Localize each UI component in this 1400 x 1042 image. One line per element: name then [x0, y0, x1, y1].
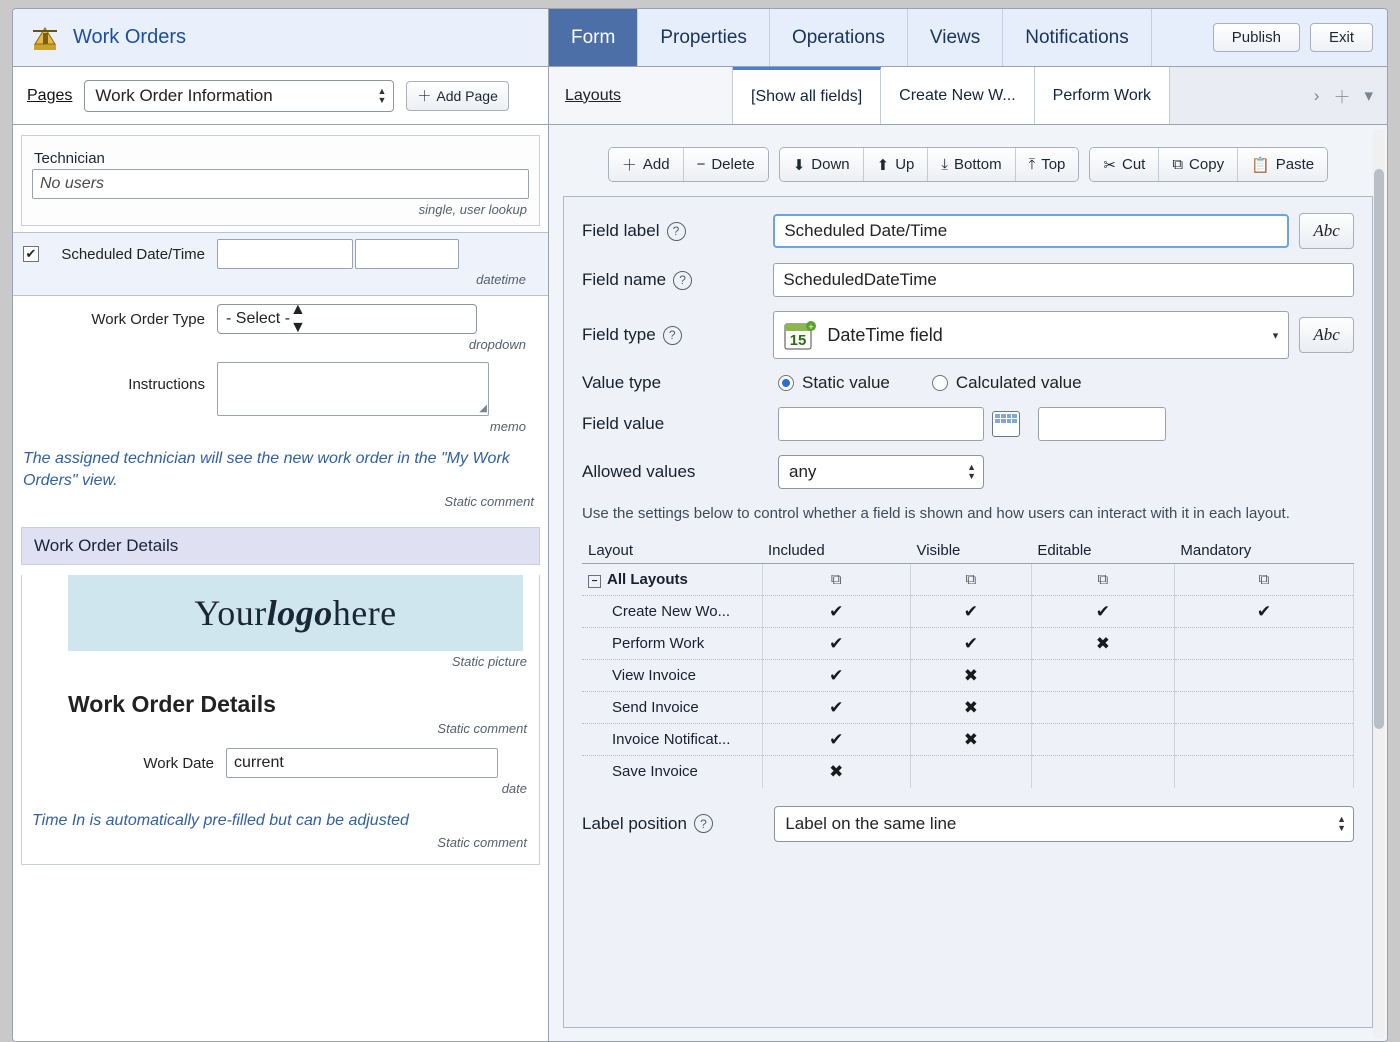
tab-properties-label: Properties	[660, 26, 747, 48]
row-layout-name: Create New Wo...	[582, 596, 762, 628]
field-label-input[interactable]: Scheduled Date/Time	[773, 214, 1289, 248]
work-order-details-group	[21, 575, 540, 865]
resize-handle-icon[interactable]: ◢	[479, 403, 487, 414]
value-type-static-option[interactable]	[778, 373, 890, 393]
calendar-picker-icon[interactable]	[992, 411, 1020, 437]
static-comment-2: Time In is automatically pre-filled but can be adjusted	[32, 812, 409, 830]
field-type-abc-button[interactable]: Abc	[1299, 317, 1354, 353]
tab-views[interactable]	[908, 9, 1003, 66]
paste-button[interactable]	[1238, 148, 1327, 181]
add-field-label: Add	[642, 156, 670, 173]
technician-field-group	[21, 135, 540, 226]
move-bottom-label: Bottom	[954, 156, 1002, 173]
cell-included[interactable]	[762, 628, 910, 660]
move-top-label: Top	[1041, 156, 1066, 173]
field-label-label	[582, 221, 773, 241]
table-row[interactable]	[582, 756, 1354, 788]
cell-mandatory[interactable]	[1174, 628, 1353, 660]
delete-field-label: Delete	[711, 156, 755, 173]
row-layout-name: Invoice Notificat...	[582, 724, 762, 756]
tab-notifications-label: Notifications	[1025, 26, 1129, 48]
layout-tab-perform-work-label: Perform Work	[1052, 86, 1152, 104]
move-up-label: Up	[895, 156, 915, 173]
check-icon: ✔	[829, 729, 844, 749]
technician-row	[22, 136, 539, 167]
work-date-type-hint: date	[501, 781, 527, 797]
editor-toolbar	[549, 125, 1387, 196]
field-settings-panel	[563, 196, 1373, 1028]
arrow-to-top-icon: ⤒	[1028, 156, 1036, 173]
pages-zone	[13, 67, 549, 124]
copy-icon: ⧉	[830, 571, 842, 588]
work-date-row	[22, 744, 539, 778]
table-header-row	[582, 538, 1354, 564]
col-layout: Layout	[582, 538, 762, 564]
scissors-icon: ✂	[1103, 156, 1116, 174]
table-row[interactable]	[582, 564, 1354, 596]
copy-label: Copy	[1189, 156, 1225, 173]
check-icon: ✔	[1256, 601, 1272, 621]
row-layout-name: View Invoice	[582, 660, 762, 692]
work-date-label: Work Date	[143, 754, 214, 772]
static-value-label: Static value	[802, 373, 890, 392]
label-position-value: Label on the same line	[785, 813, 957, 833]
copy-icon: ⧉	[965, 571, 977, 588]
add-page-label: Add Page	[436, 87, 498, 104]
scheduled-datetime-label: Scheduled Date/Time	[61, 245, 205, 263]
table-row[interactable]	[582, 628, 1354, 660]
cell-included[interactable]	[762, 692, 910, 724]
top-bar	[13, 9, 1387, 67]
right-pane-scrollbar[interactable]	[1373, 129, 1385, 1039]
logo-text-em: logo	[266, 593, 333, 634]
copy-icon: ⧉	[1097, 571, 1109, 588]
cut-label: Cut	[1121, 156, 1146, 173]
tab-notifications[interactable]	[1003, 9, 1152, 66]
plus-icon: ＋	[621, 157, 637, 174]
row-layout-label: All Layouts	[607, 571, 688, 588]
top-buttons	[1213, 9, 1387, 66]
static-comment-2-hint: Static comment	[437, 834, 527, 850]
col-mandatory: Mandatory	[1174, 538, 1353, 564]
cell-mandatory[interactable]	[1174, 596, 1353, 628]
value-type-label: Value type	[582, 373, 662, 392]
cell-mandatory[interactable]	[1174, 724, 1353, 756]
collapse-icon[interactable]: −	[588, 575, 601, 588]
technician-type-hint: single, user lookup	[418, 202, 527, 217]
table-row[interactable]	[582, 724, 1354, 756]
instructions-row	[13, 360, 548, 442]
col-visible: Visible	[910, 538, 1031, 564]
scheduled-datetime-checkbox[interactable]: ✔	[23, 246, 39, 262]
cell-included[interactable]	[762, 596, 910, 628]
row-layout-name: Perform Work	[582, 628, 762, 660]
scrollbar-thumb[interactable]	[1374, 169, 1384, 729]
field-label-text: Field label	[582, 221, 660, 240]
field-name-text: Field name	[582, 270, 667, 289]
cell-visible[interactable]	[910, 564, 1031, 596]
cross-icon: ✖	[963, 665, 979, 685]
cell-editable[interactable]	[1031, 756, 1174, 788]
technician-input[interactable]: No users	[32, 169, 529, 199]
layout-tab-perform-work[interactable]	[1035, 67, 1170, 124]
exit-button[interactable]: Exit	[1310, 23, 1373, 52]
clipboard-icon: 📋	[1251, 156, 1270, 174]
row-layout-name: Save Invoice	[582, 756, 762, 788]
allowed-values-label: Allowed values	[582, 462, 696, 481]
cell-mandatory[interactable]	[1174, 692, 1353, 724]
static-value-radio[interactable]	[778, 375, 794, 391]
svg-text:15: 15	[790, 332, 807, 349]
paste-label: Paste	[1275, 156, 1315, 173]
cross-icon: ✖	[1095, 633, 1110, 653]
field-label-row	[582, 213, 1354, 249]
allowed-values-select[interactable]	[778, 455, 984, 489]
layout-tools	[1300, 67, 1387, 124]
field-value-row	[582, 407, 1354, 441]
work-order-type-type-hint: dropdown	[468, 337, 526, 352]
table-row[interactable]	[582, 692, 1354, 724]
layout-settings-hint: Use the settings below to control whether a field is shown and how users can interact with it in each layout.	[582, 505, 1290, 522]
chevron-down-icon: ▾	[1272, 329, 1279, 342]
arrow-up-icon: ⬆	[876, 156, 890, 174]
cross-icon: ✖	[963, 729, 979, 749]
check-icon: ✔	[1095, 601, 1110, 621]
value-type-calculated-option[interactable]	[932, 373, 1082, 393]
logo-text-pre: Your	[194, 593, 267, 634]
field-type-select[interactable]	[773, 311, 1289, 359]
col-included: Included	[762, 538, 910, 564]
cell-editable[interactable]	[1031, 564, 1174, 596]
check-icon: ✔	[963, 633, 979, 653]
scheduled-datetime-row[interactable]	[13, 232, 548, 296]
add-field-button[interactable]	[609, 148, 684, 181]
cell-visible[interactable]	[910, 724, 1031, 756]
label-position-select[interactable]	[774, 806, 1354, 842]
field-type-text: Field type	[582, 325, 656, 344]
cell-visible[interactable]	[910, 756, 1031, 788]
toolbar-group-move	[779, 147, 1080, 182]
work-order-details-section-header: Work Order Details	[21, 527, 540, 565]
tab-form[interactable]	[549, 9, 638, 66]
check-icon: ✔	[829, 633, 844, 653]
page-select-value: Work Order Information	[95, 85, 273, 105]
cell-visible[interactable]	[910, 692, 1031, 724]
work-order-details-heading: Work Order Details	[68, 691, 276, 718]
cross-icon: ✖	[829, 761, 844, 781]
tab-operations[interactable]	[770, 9, 908, 66]
help-icon[interactable]: ?	[663, 326, 682, 345]
cell-visible[interactable]	[910, 660, 1031, 692]
field-name-input[interactable]: ScheduledDateTime	[773, 263, 1354, 297]
check-icon: ✔	[829, 697, 844, 717]
instructions-textarea[interactable]	[217, 362, 489, 416]
layout-tab-create-new-work-order[interactable]	[881, 67, 1034, 124]
layouts-label[interactable]: Layouts	[549, 67, 733, 124]
cross-icon: ✖	[963, 697, 979, 717]
cell-included[interactable]	[762, 660, 910, 692]
layout-tab-show-all-fields-label: [Show all fields]	[751, 88, 863, 105]
field-name-row	[582, 263, 1354, 297]
app-window	[12, 8, 1388, 1042]
field-value-label: Field value	[582, 414, 665, 433]
check-icon: ✔	[829, 665, 844, 685]
secondary-bar	[13, 67, 1387, 125]
copy-button[interactable]	[1159, 148, 1238, 181]
tab-form-label: Form	[571, 26, 616, 48]
app-title-zone	[13, 9, 549, 66]
field-value-time-input[interactable]	[1038, 407, 1166, 441]
move-down-label: Down	[811, 156, 850, 173]
field-type-value: DateTime field	[827, 324, 943, 345]
copy-icon: ⧉	[1172, 156, 1184, 173]
cell-editable[interactable]	[1031, 692, 1174, 724]
chevron-down-icon[interactable]: ▾	[1364, 85, 1373, 105]
allowed-values-value: any	[789, 462, 817, 481]
col-editable: Editable	[1031, 538, 1174, 564]
row-layout-name: Send Invoice	[582, 692, 762, 724]
technician-label: Technician	[34, 150, 105, 167]
form-preview-pane	[13, 125, 549, 1042]
arrow-down-icon: ⬇	[792, 156, 806, 174]
chevron-updown-icon: ▲ ▼	[290, 301, 306, 336]
label-position-text: Label position	[582, 813, 687, 833]
instructions-label: Instructions	[128, 376, 205, 393]
cell-editable[interactable]	[1031, 596, 1174, 628]
delete-field-button[interactable]	[684, 148, 768, 181]
main-body	[13, 125, 1387, 1042]
help-icon[interactable]: ?	[667, 222, 686, 241]
chevron-updown-icon: ▲ ▼	[967, 462, 976, 481]
calendar-15-icon	[783, 320, 817, 350]
field-editor-pane	[549, 125, 1387, 1042]
add-page-button[interactable]	[406, 81, 509, 111]
layout-tab-create-new-work-order-label: Create New W...	[899, 86, 1016, 104]
layouts-zone	[549, 67, 1387, 124]
cell-mandatory[interactable]	[1174, 564, 1353, 596]
field-type-row	[582, 311, 1354, 359]
pages-label[interactable]: Pages	[27, 86, 73, 104]
table-row[interactable]	[582, 660, 1354, 692]
label-position-row	[582, 806, 1354, 842]
chevron-updown-icon: ▲ ▼	[1337, 813, 1346, 833]
work-order-type-value: - Select -	[226, 310, 291, 327]
app-title: Work Orders	[73, 26, 186, 48]
toolbar-group-clipboard	[1089, 147, 1328, 182]
move-up-button[interactable]	[864, 148, 929, 181]
minus-icon: −	[696, 156, 706, 173]
label-position-label	[582, 814, 774, 834]
cell-editable[interactable]	[1031, 724, 1174, 756]
svg-text:+: +	[808, 322, 814, 332]
static-comment-1-hint: Static comment	[444, 494, 534, 510]
help-icon[interactable]: ?	[694, 814, 713, 833]
tab-properties[interactable]	[638, 9, 770, 66]
cell-editable[interactable]	[1031, 660, 1174, 692]
static-comment-1: The assigned technician will see the new work order in the "My Work Orders" view.	[23, 450, 510, 489]
check-icon: ✔	[829, 601, 844, 621]
cell-included[interactable]	[762, 756, 910, 788]
cell-included[interactable]	[762, 724, 910, 756]
scheduled-date-input[interactable]	[217, 239, 353, 269]
toolbar-group-edit	[608, 147, 769, 182]
move-down-button[interactable]	[780, 148, 864, 181]
cell-included[interactable]	[762, 564, 910, 596]
work-order-type-select[interactable]	[217, 301, 477, 336]
arrow-to-bottom-icon: ⤓	[941, 156, 949, 173]
row-layout-name[interactable]	[582, 564, 762, 596]
page-select[interactable]	[84, 80, 394, 112]
field-type-label	[582, 325, 773, 345]
layout-tab-show-all-fields[interactable]	[733, 67, 881, 124]
value-type-row	[582, 373, 1354, 393]
layout-visibility-table	[582, 538, 1354, 788]
instructions-type-hint: memo	[489, 419, 526, 434]
help-icon[interactable]: ?	[673, 271, 692, 290]
field-value-date-input[interactable]	[778, 407, 984, 441]
scheduled-datetime-type-hint: datetime	[476, 272, 526, 287]
scheduled-time-input[interactable]	[355, 239, 459, 269]
move-top-button[interactable]	[1016, 148, 1079, 181]
logo-text-post: here	[332, 593, 397, 634]
cut-button[interactable]	[1090, 148, 1159, 181]
tab-views-label: Views	[929, 26, 981, 48]
calculated-value-radio[interactable]	[932, 375, 948, 391]
crane-icon	[31, 23, 61, 53]
cell-visible[interactable]	[910, 628, 1031, 660]
chevron-right-icon[interactable]: ›	[1313, 85, 1320, 105]
work-order-type-row	[13, 296, 548, 360]
cell-editable[interactable]	[1031, 628, 1174, 660]
work-order-type-label: Work Order Type	[91, 310, 205, 328]
field-name-label	[582, 270, 773, 290]
check-icon: ✔	[963, 601, 979, 621]
field-label-abc-button[interactable]: Abc	[1299, 213, 1354, 249]
allowed-values-row	[582, 455, 1354, 489]
static-picture-logo	[68, 575, 523, 651]
cell-visible[interactable]	[910, 596, 1031, 628]
work-date-input[interactable]: current	[226, 748, 498, 778]
main-tab-bar	[549, 9, 1387, 66]
calculated-value-label: Calculated value	[955, 373, 1082, 392]
cell-mandatory[interactable]	[1174, 660, 1353, 692]
move-bottom-button[interactable]	[928, 148, 1015, 181]
tab-operations-label: Operations	[791, 26, 885, 48]
static-picture-hint: Static picture	[451, 654, 527, 670]
chevron-updown-icon: ▲ ▼	[377, 85, 387, 105]
copy-icon: ⧉	[1258, 571, 1270, 588]
publish-button[interactable]: Publish	[1213, 23, 1300, 52]
plus-icon[interactable]: ＋	[1333, 88, 1351, 107]
plus-icon: ＋	[417, 87, 432, 104]
table-row[interactable]	[582, 596, 1354, 628]
work-order-details-heading-hint: Static comment	[437, 721, 527, 737]
cell-mandatory[interactable]	[1174, 756, 1353, 788]
